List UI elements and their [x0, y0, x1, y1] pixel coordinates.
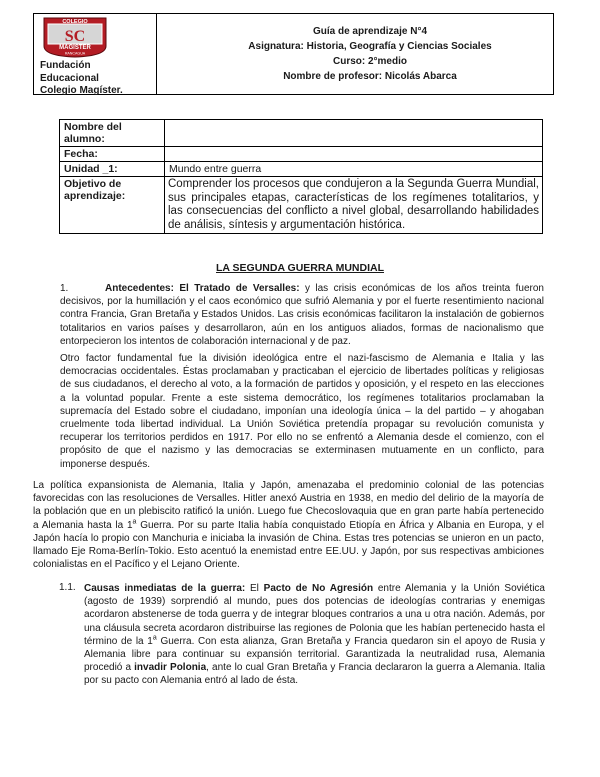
unit-label: Unidad _1:: [60, 162, 165, 177]
section-1-heading: Antecedentes: El Tratado de Versalles:: [105, 283, 300, 294]
unit-value: Mundo entre guerra: [165, 162, 543, 177]
section-1-1-paragraph: Causas inmediatas de la guerra: El Pacto de No Agresión entre Alemania y la Unión Soviética (agosto de 1939) sorprendió al mundo, pues dos potencias de ideologías contrarias y enemigas acordaron abstenerse de toda guerra y de integrar bloques contrarios a una u otra nación. Además, por una cláusula secreta acordaron distribuirse las regiones de Polonia que les habían pertenecido hasta el término de la 1$^a$ Guerra. Con esta alianza, Gran Bretaña y Francia quedaron sin el apoyo de Rusia y Alemania libre para continuar su expansión territorial. Garantizada la neutralidad rusa, Alemania procedió a invadir Polonia, ante lo cual Gran Bretaña y Francia declararon la guerra a Alemania. Italia por su pacto con Alemania entró al lado de ésta.: [84, 583, 546, 687]
name-field[interactable]: [165, 120, 543, 147]
name-label: Nombre del alumno:: [60, 120, 165, 147]
paragraph-expansionism: La política expansionista de Alemania, Italia y Japón, amenazaba el predominio colonial de las potencias favorecidas con las resoluciones de Versalles. Hitler anexó Austria en 1938, en medio del delirio de la mayoría de la población que en un plebiscito ratificó la unión. Luego fue Checoslovaquia que en gran parte había pertenecido a Alemania hasta la 1$^a$ Guerra. Por su parte Italia había conquistado Etiopía en África y Albania en Europa, y el Japón hacía lo propio con Manchuria e iniciaba la invasión de China. Estas tres potencias se unieron en un pacto, llamado Eje Roma-Berlín-Tokio. Esto acentuó la enemistad entre EE.UU. y Japón, por sus respectivas ambiciones colonialistas en el Pacífico y el Lejano Oriente.: [33, 480, 545, 571]
subject: Asignatura: Historia, Geografía y Ciencias Sociales: [248, 41, 492, 52]
objective-value: Comprender los procesos que condujeron a la Segunda Guerra Mundial, sus principales etapas, características de los regímenes totalitarios, y las consecuencias del conflicto a nivel global, desarrollando habilidades de análisis, síntesis y argumentación histórica.: [165, 177, 543, 234]
objective-label: Objetivo de aprendizaje:: [60, 177, 165, 234]
section-1-1-number: 1.1.: [59, 582, 76, 593]
logo-text-mid: MAGISTER: [59, 45, 91, 51]
course: Curso: 2°medio: [332, 56, 407, 67]
guide-header: [200, 24, 540, 84]
student-info-table: [59, 119, 543, 234]
date-label: Fecha:: [60, 147, 165, 162]
document-title: LA SEGUNDA GUERRA MUNDIAL: [216, 262, 384, 274]
paragraph-ideology: Otro factor fundamental fue la división ideológica entre el nazi-fascismo de Alemania e Italia y las democracias occidentales. Éstas proclamaban y practicaban el ejercicio de libertades políticas y religiosas de sus ciudadanos, el derecho al voto, a la formación de partidos y oposición, y el respeto en las elecciones a la voluntad popular. Frente a este sistema democrático, los regímenes totalitarios proclamaban la supremacía del Estado sobre el ciudadano, imponían una ideología única – la del partido – y ahogaban cruelmente toda libertad individual. La Unión Soviética pretendía propagar su revolución comunista y recuperar los territorios perdidos en 1917. Por ello no se enfrentó a Alemania desde el comienzo, con el propósito de que el nazismo y las democracias se exterminasen mutuamente en un conflicto, para imponerse después.: [60, 353, 544, 470]
section-1-1-heading: Causas inmediatas de la guerra:: [84, 583, 246, 594]
svg-text:SC: SC: [64, 28, 86, 45]
logo-text-top: COLEGIO: [62, 19, 88, 25]
header-divider: [156, 13, 157, 95]
institution-name: Fundación Educacional Colegio Magíster.: [40, 60, 123, 96]
logo-text-bottom: RANCAGUA: [64, 51, 86, 56]
teacher: Nombre de profesor: Nicolás Abarca: [283, 71, 457, 82]
school-logo: [40, 16, 110, 58]
date-field[interactable]: [165, 147, 543, 162]
guide-title: Guía de aprendizaje N°4: [312, 26, 428, 37]
section-1-number: 1.: [60, 283, 69, 294]
section-1-paragraph: 1. Antecedentes: El Tratado de Versalles: y las crisis económicas de los años treinta fueron decisivos, por la humillación y el caos económico que sufrió Alemania y por el fuerte resentimiento nacional contra Francia, Gran Bretaña y Estados Unidos. Las crisis económicas facilitaron la instalación de gobiernos totalitarios en varios países y desarrollaron, aún en los antiguos aliados, formas de nacionalismo que entorpecieron los intentos de colaboración internacional y de paz.: [60, 283, 544, 347]
